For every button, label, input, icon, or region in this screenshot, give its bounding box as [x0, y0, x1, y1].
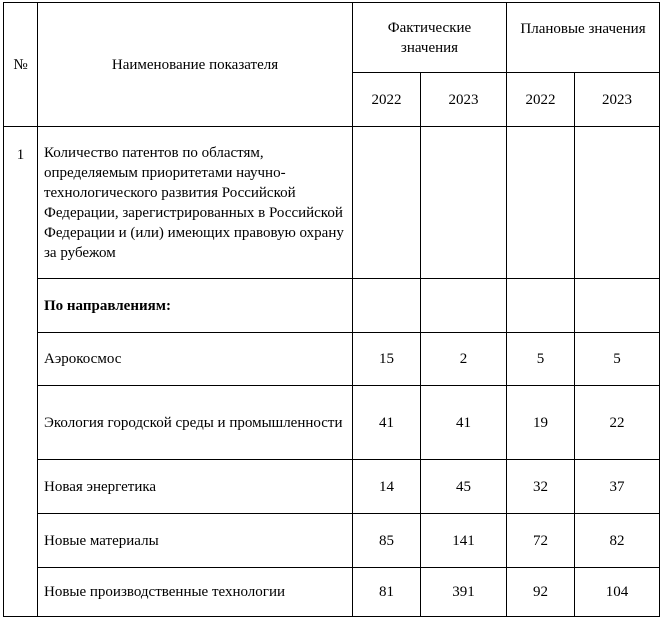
plan-2023-value: 5 — [575, 333, 660, 386]
empty-cell — [421, 279, 507, 333]
empty-cell — [507, 279, 575, 333]
header-actual: Фактические значения — [353, 3, 507, 73]
actual-2022-value: 85 — [353, 514, 421, 568]
direction-name: Новая энергетика — [38, 460, 353, 514]
empty-cell — [507, 127, 575, 279]
header-year-actual-2022: 2022 — [353, 73, 421, 127]
indicator-row — [4, 127, 660, 279]
header-year-plan-2023: 2023 — [575, 73, 660, 127]
empty-cell — [421, 127, 507, 279]
plan-2022-value: 5 — [507, 333, 575, 386]
table-row — [4, 514, 660, 568]
actual-2022-value: 14 — [353, 460, 421, 514]
actual-2023-value: 141 — [421, 514, 507, 568]
table-row — [4, 568, 660, 617]
direction-name: Аэрокосмос — [38, 333, 353, 386]
plan-2023-value: 37 — [575, 460, 660, 514]
actual-2023-value: 391 — [421, 568, 507, 617]
header-planned: Плановые значения — [507, 3, 660, 73]
actual-2023-value: 45 — [421, 460, 507, 514]
plan-2022-value: 92 — [507, 568, 575, 617]
row-number: 1 — [4, 127, 38, 617]
direction-name: Экология городской среды и промышленности — [38, 386, 353, 460]
header-year-plan-2022: 2022 — [507, 73, 575, 127]
plan-2022-value: 19 — [507, 386, 575, 460]
indicator-name: Количество патентов по областям, определяемым приоритетами научно-технологического развития Российской Федерации, зарегистрированных в Российской Федерации и (или) имеющих правовую охрану за рубежом — [38, 127, 353, 279]
section-row — [4, 279, 660, 333]
table-row — [4, 386, 660, 460]
header-number: № — [4, 3, 38, 127]
table-row — [4, 333, 660, 386]
actual-2022-value: 41 — [353, 386, 421, 460]
plan-2022-value: 72 — [507, 514, 575, 568]
empty-cell — [575, 127, 660, 279]
actual-2022-value: 81 — [353, 568, 421, 617]
actual-2023-value: 41 — [421, 386, 507, 460]
header-name: Наименование показателя — [38, 3, 353, 127]
actual-2022-value: 15 — [353, 333, 421, 386]
plan-2022-value: 32 — [507, 460, 575, 514]
direction-name: Новые производственные технологии — [38, 568, 353, 617]
plan-2023-value: 22 — [575, 386, 660, 460]
indicator-table — [3, 2, 660, 617]
empty-cell — [353, 279, 421, 333]
actual-2023-value: 2 — [421, 333, 507, 386]
section-label: По направлениям: — [38, 279, 353, 333]
header-row-top — [4, 3, 660, 73]
empty-cell — [353, 127, 421, 279]
plan-2023-value: 82 — [575, 514, 660, 568]
plan-2023-value: 104 — [575, 568, 660, 617]
empty-cell — [575, 279, 660, 333]
header-year-actual-2023: 2023 — [421, 73, 507, 127]
direction-name: Новые материалы — [38, 514, 353, 568]
table-row — [4, 460, 660, 514]
